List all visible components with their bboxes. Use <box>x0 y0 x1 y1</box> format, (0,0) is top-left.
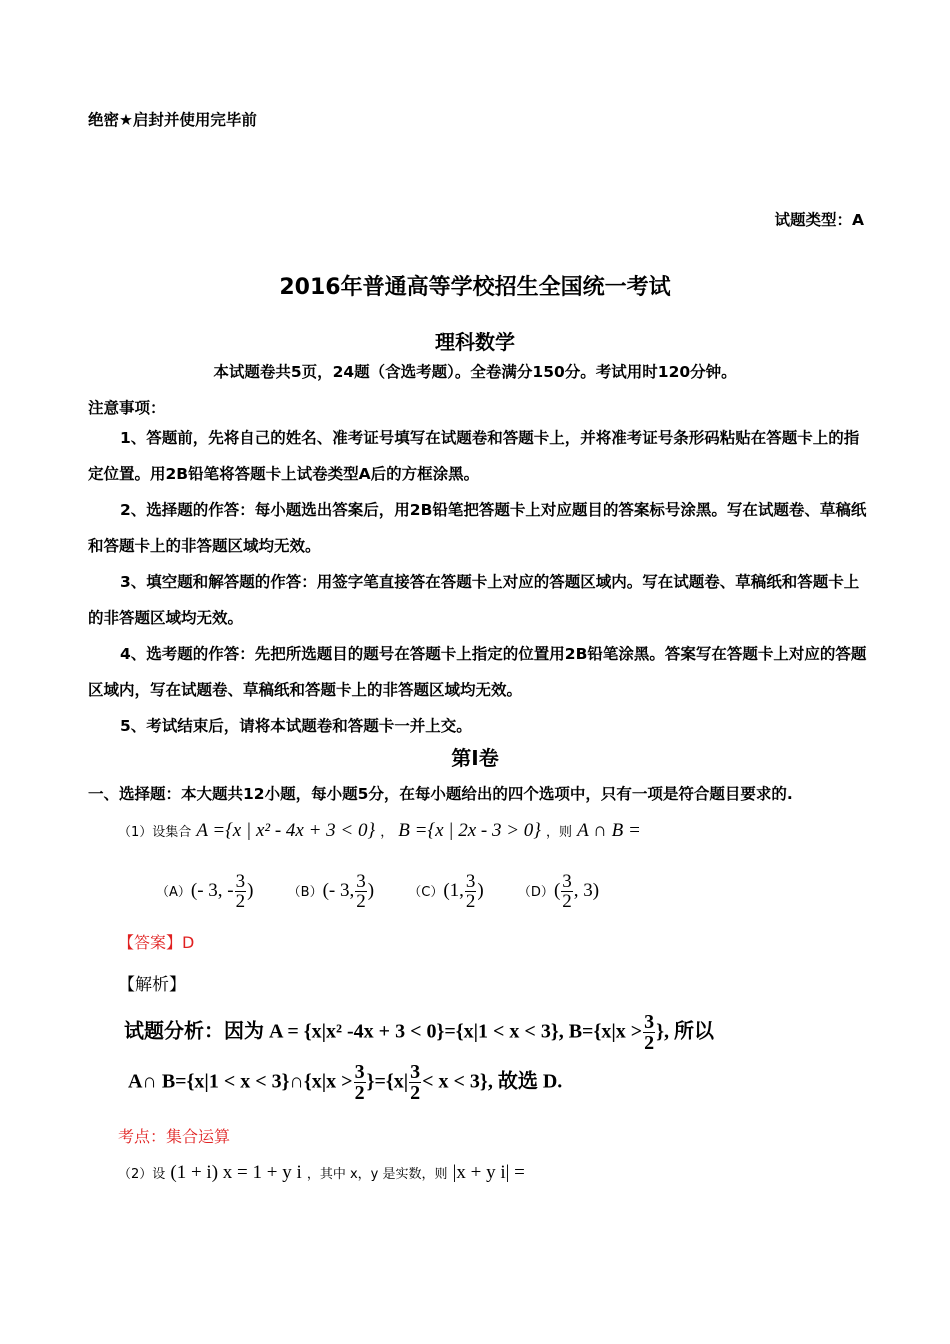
option-label: （C） <box>408 885 444 900</box>
question-1 <box>118 820 641 842</box>
frac-den: 2 <box>465 891 476 912</box>
fraction <box>354 1062 366 1103</box>
option-pre: ( <box>553 880 561 901</box>
analysis-text: 试题分析：因为 A = {x|x² -4x + 3 < 0}={x|1 < x < 3}, B={x|x > <box>124 1020 643 1043</box>
frac-num: 3 <box>465 871 476 892</box>
fraction <box>355 872 367 911</box>
analysis-text: A∩ B={x|1 < x < 3}∩{x|x > <box>128 1070 353 1093</box>
q1-then: ，则 <box>546 825 573 840</box>
q1-answer: 【答案】D <box>118 933 195 952</box>
note-item: 4、选考题的作答：先把所选题目的题号在答题卡上指定的位置用2B铅笔涂黑。答案写在答题卡上对应的答题区域内，写在试题卷、草稿纸和答题卡上的非答题区域均无效。 <box>88 645 867 699</box>
analysis-text: }, 所以 <box>656 1020 715 1043</box>
frac-num: 3 <box>644 1011 655 1033</box>
exam-subtitle: 理科数学 <box>435 330 515 354</box>
fraction <box>235 872 247 911</box>
confidential-label: 绝密★启封并使用完毕前 <box>88 111 257 129</box>
option-b[interactable] <box>287 871 380 912</box>
option-post: , 3) <box>573 880 600 901</box>
option-label: （B） <box>287 885 323 900</box>
q1-number: （1）设集合 <box>118 825 192 840</box>
q1-analysis-line1 <box>124 1012 714 1053</box>
q2-mid: ，其中 x，y 是实数，则 <box>306 1167 448 1182</box>
option-pre: (- 3, - <box>190 880 234 901</box>
fraction <box>465 872 477 911</box>
option-pre: (1, <box>443 880 464 901</box>
frac-num: 3 <box>410 1061 421 1083</box>
note-item: 2、选择题的作答：每小题选出答案后，用2B铅笔把答题卡上对应题目的答案标号涂黑。写在试题卷、草稿纸和答题卡上的非答题区域均无效。 <box>88 501 867 555</box>
q1-options <box>156 872 599 911</box>
option-c[interactable] <box>408 871 489 912</box>
analysis-text: < x < 3}, 故选 D. <box>422 1070 563 1093</box>
option-d[interactable] <box>517 871 600 912</box>
volume-title: 第Ⅰ卷 <box>451 746 499 770</box>
fraction <box>561 872 573 911</box>
option-label: （A） <box>156 885 191 900</box>
q1-analysis-line2 <box>128 1062 562 1103</box>
frac-den: 2 <box>356 891 366 912</box>
q2-expr: (1 + i) x = 1 + y i <box>170 1162 302 1183</box>
option-label: （D） <box>517 885 554 900</box>
exam-title: 2016年普通高等学校招生全国统一考试 <box>279 275 671 300</box>
exam-summary: 本试题卷共5页，24题（含选考题）。全卷满分150分。考试用时120分钟。 <box>213 363 737 381</box>
option-pre: (- 3, <box>322 880 355 901</box>
analysis-text: }={x| <box>366 1070 409 1093</box>
q2-number: （2）设 <box>118 1167 166 1182</box>
note-item: 1、答题前，先将自己的姓名、准考证号填写在试题卷和答题卡上，并将准考证号条形码粘贴在答题卡上的指定位置。用2B铅笔将答题卡上试卷类型A后的方框涂黑。 <box>88 429 860 483</box>
q1-set-a: A ={x | x² - 4x + 3 < 0} <box>196 820 376 841</box>
frac-den: 2 <box>235 891 246 912</box>
option-post: ) <box>247 880 254 901</box>
q1-analysis-title: 【解析】 <box>118 975 186 995</box>
frac-den: 2 <box>644 1032 655 1054</box>
option-post: ) <box>477 880 484 901</box>
fraction <box>643 1012 655 1053</box>
q1-set-b: B ={x | 2x - 3 > 0} <box>398 820 541 841</box>
frac-num: 3 <box>562 871 572 892</box>
notes-heading: 注意事项： <box>88 399 166 417</box>
notes-list <box>88 420 868 744</box>
section-heading: 一、选择题：本大题共12小题，每小题5分，在每小题给出的四个选项中，只有一项是符合题目要求的. <box>88 785 793 803</box>
q2-ask: |x + y i| = <box>452 1162 525 1183</box>
option-post: ) <box>367 880 375 901</box>
note-item: 5、考试结束后，请将本试题卷和答题卡一并上交。 <box>120 717 472 735</box>
frac-num: 3 <box>354 1061 365 1083</box>
frac-den: 2 <box>562 891 572 912</box>
q1-sep: ， <box>380 825 394 840</box>
option-a[interactable] <box>156 871 259 912</box>
frac-num: 3 <box>235 871 246 892</box>
fraction <box>409 1062 421 1103</box>
frac-den: 2 <box>354 1082 365 1104</box>
q1-ask: A ∩ B = <box>577 820 641 841</box>
frac-num: 3 <box>356 871 366 892</box>
question-2 <box>118 1162 525 1184</box>
paper-type: 试题类型：A <box>774 211 864 229</box>
frac-den: 2 <box>410 1082 421 1104</box>
note-item: 3、填空题和解答题的作答：用签字笔直接答在答题卡上对应的答题区域内。写在试题卷、草稿纸和答题卡上的非答题区域均无效。 <box>88 573 860 627</box>
q1-kaodian: 考点：集合运算 <box>118 1127 231 1146</box>
